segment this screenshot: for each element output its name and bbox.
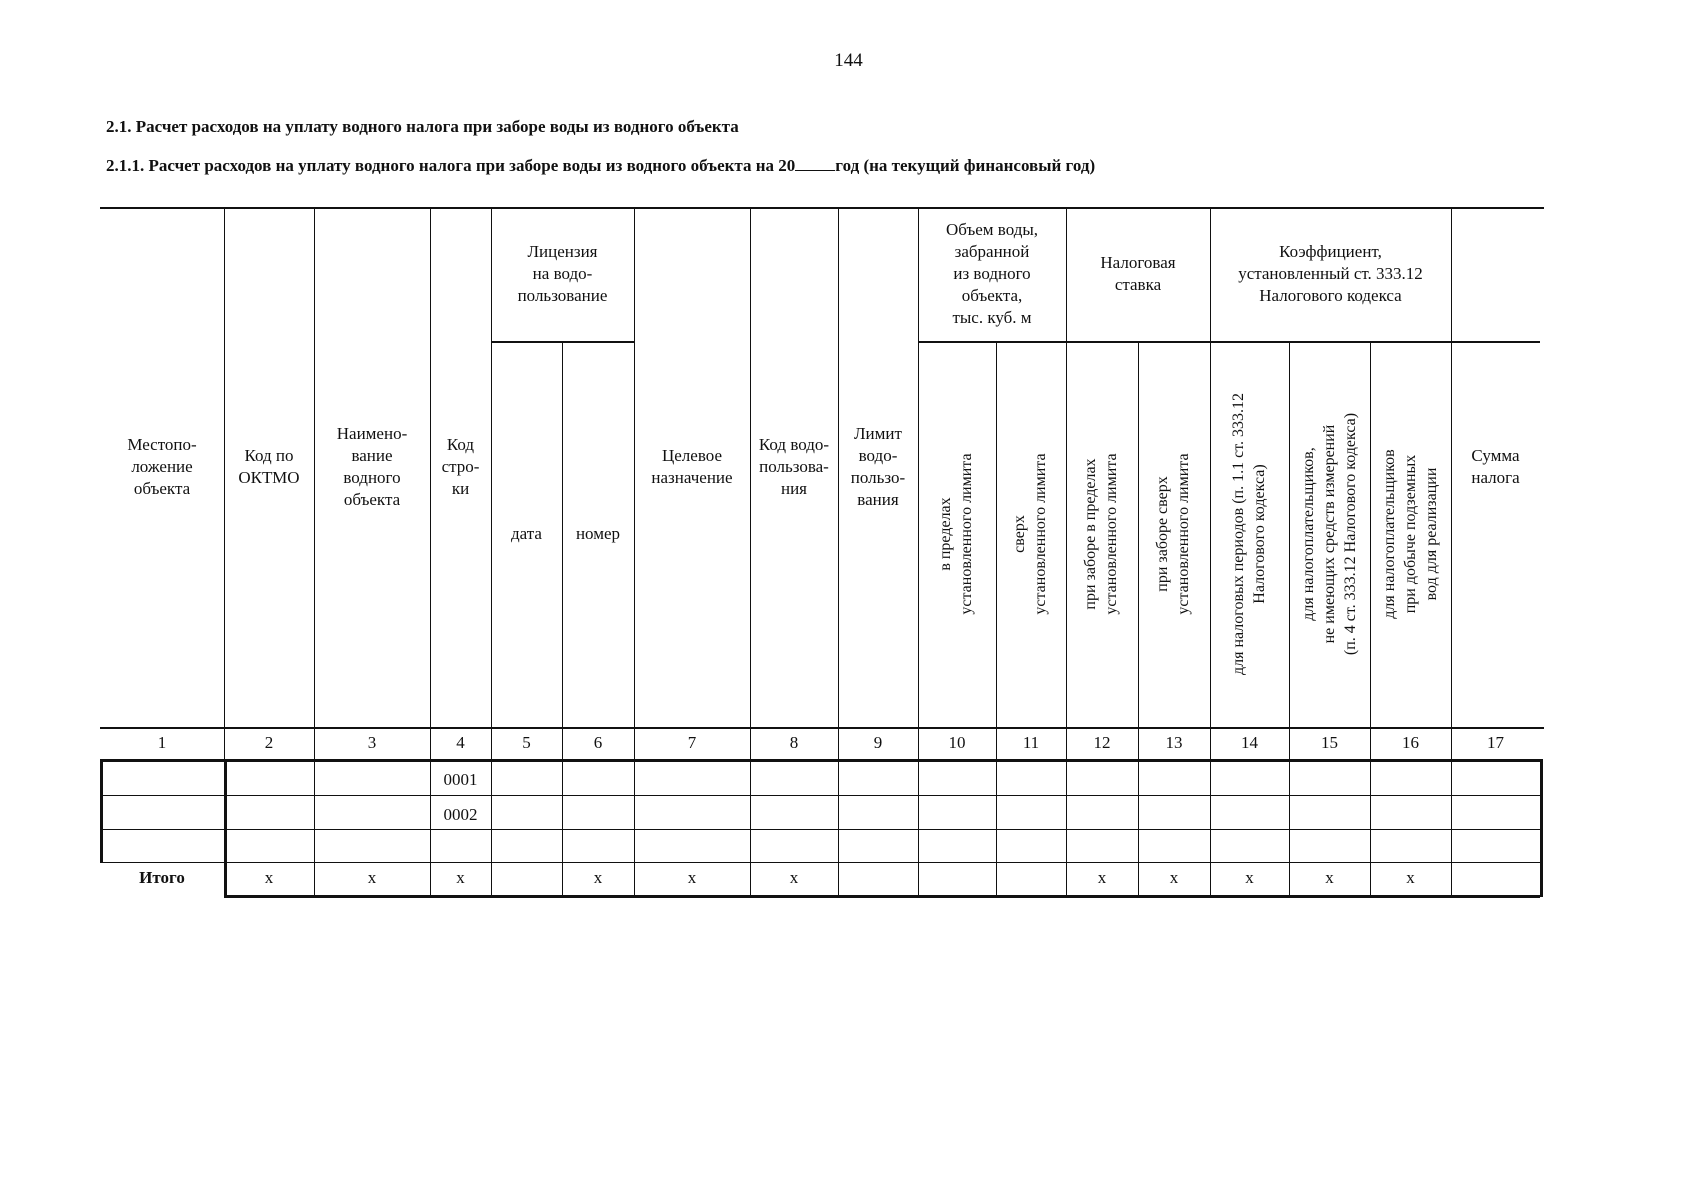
header-water-volume: Объем воды, забранной из водного объекта, тыс. куб. м: [945, 219, 1039, 328]
header-rate-within-limit: при заборе в пределах установленного лимита: [1082, 453, 1120, 615]
total-row-cell: х: [789, 868, 799, 888]
section-heading: 2.1. Расчет расходов на уплату водного налога при заборе воды из водного объекта: [106, 117, 739, 136]
column-number: 11: [1022, 732, 1040, 752]
total-row-cell: х: [1406, 868, 1415, 888]
total-row-cell: х: [1169, 868, 1179, 888]
column-number: 8: [789, 732, 799, 752]
column-number: 9: [873, 732, 883, 752]
column-number: 14: [1241, 732, 1258, 752]
total-row-cell: х: [367, 868, 377, 888]
total-row-label: Итого: [139, 868, 185, 888]
total-row-cell: х: [687, 868, 697, 888]
table-row-line-code: [430, 835, 491, 862]
total-row-cell: х: [1245, 868, 1254, 888]
column-number: 5: [522, 732, 531, 752]
total-row-cell: [491, 862, 562, 895]
total-row-cell: х: [264, 868, 274, 888]
total-row-cell: [996, 862, 1066, 895]
column-number: 1: [157, 732, 167, 752]
header-location: Местопо- ложение объекта: [127, 434, 197, 499]
header-tax-rate: Налоговая ставка: [1100, 252, 1176, 294]
header-license: Лицензия на водо- пользование: [517, 241, 608, 306]
column-number: 6: [593, 732, 603, 752]
table-left-border: [100, 759, 103, 862]
header-water-object-name: Наимено- вание водного объекта: [336, 423, 408, 510]
total-row-cell: х: [593, 868, 603, 888]
table-row-line-code: 0002: [443, 804, 478, 824]
column-number: 3: [367, 732, 377, 752]
column-number: 4: [456, 732, 465, 752]
column-number: 13: [1165, 732, 1183, 752]
total-row-cell: [1451, 862, 1540, 895]
header-tax-amount: Сумма налога: [1471, 445, 1520, 487]
total-row-cell: х: [456, 868, 465, 888]
total-row-cell: [918, 862, 996, 895]
column-number: 15: [1321, 732, 1338, 752]
subsection-heading-text: 2.1.1. Расчет расходов на уплату водного налога при заборе воды из водного объекта на 20: [106, 156, 796, 175]
header-license-date: дата: [511, 523, 542, 543]
header-coef-underground: для налогоплательщиков при добыче подземных вод для реализации: [1380, 449, 1439, 619]
total-row-cell: х: [1097, 868, 1107, 888]
number-row-rule: [100, 759, 1540, 762]
column-number: 10: [948, 732, 966, 752]
header-coefficient: Коэффициент, установленный ст. 333.12 Налогового кодекса: [1238, 241, 1423, 306]
row-rule: [100, 795, 1540, 796]
column-number: 12: [1093, 732, 1111, 752]
total-row-cell: [838, 862, 918, 895]
page-number: 144: [834, 50, 863, 71]
column-number: 7: [687, 732, 697, 752]
column-number: 17: [1487, 732, 1504, 752]
table-right-border: [1540, 759, 1543, 897]
header-coef-no-meters: для налогоплательщиков, не имеющих средств измерений (п. 4 ст. 333.12 Налогового кодекса): [1299, 412, 1358, 656]
header-rate-over-limit: при заборе сверх установленного лимита: [1154, 453, 1192, 615]
total-bottom-rule: [224, 895, 1540, 898]
table-row-line-code: 0001: [443, 769, 478, 789]
header-volume-over-limit: сверх установленного лимита: [1011, 453, 1049, 615]
subsection-heading-suffix: год (на текущий финансовый год): [835, 156, 1096, 175]
header-oktmo: Код по ОКТМО: [238, 445, 300, 487]
column-number: 2: [264, 732, 274, 752]
header-coef-tax-periods: для налоговых периодов (п. 1.1 ст. 333.12 Налогового кодекса): [1229, 393, 1268, 675]
header-purpose: Целевое назначение: [651, 445, 733, 487]
row-rule: [100, 829, 1540, 830]
header-line-code: Код стро- ки: [441, 434, 480, 499]
header-water-use-limit: Лимит водо- пользо- вания: [850, 423, 906, 510]
total-row-cell: х: [1325, 868, 1334, 888]
header-volume-within-limit: в пределах установленного лимита: [937, 453, 975, 615]
header-license-number: номер: [575, 523, 621, 543]
column-number: 16: [1402, 732, 1419, 752]
header-water-use-code: Код водо- пользова- ния: [758, 434, 830, 499]
